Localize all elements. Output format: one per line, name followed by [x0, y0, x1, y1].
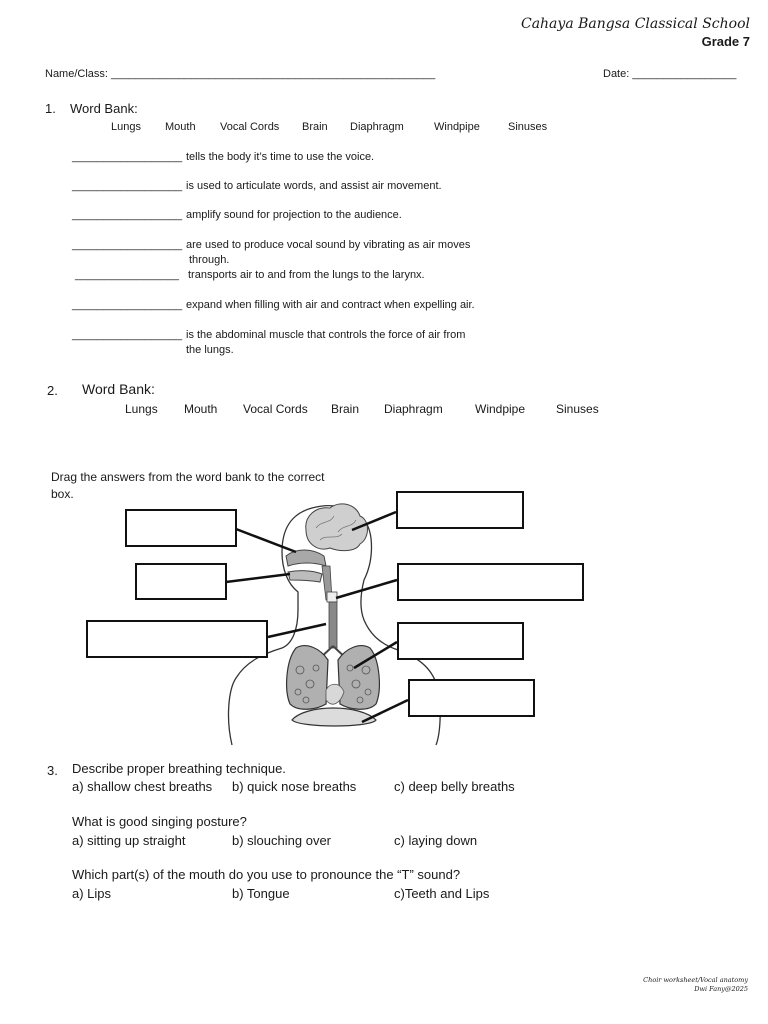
q2-word-vocal-cords[interactable]: Vocal Cords — [243, 402, 308, 416]
answer-box-3[interactable] — [86, 620, 268, 658]
q3-q1-option-c[interactable]: c) deep belly breaths — [394, 779, 515, 794]
q1-item-1-blank[interactable]: __________________ — [72, 151, 183, 163]
q2-instruction-line1: Drag the answers from the word bank to the correct — [51, 470, 325, 484]
q3-q3-option-b[interactable]: b) Tongue — [232, 886, 290, 901]
pointer-line-2 — [226, 574, 290, 582]
q3-q2-option-a[interactable]: a) sitting up straight — [72, 833, 186, 848]
q1-word-bank-title: Word Bank: — [70, 101, 138, 116]
q2-word-diaphragm[interactable]: Diaphragm — [384, 402, 443, 416]
school-name: Cahaya Bangsa Classical School — [520, 16, 750, 32]
q3-question-1: Describe proper breathing technique. — [72, 761, 286, 776]
q1-word-windpipe: Windpipe — [434, 121, 480, 133]
q2-word-brain[interactable]: Brain — [331, 402, 360, 416]
pointer-line-5 — [336, 580, 397, 598]
q3-q1-option-a[interactable]: a) shallow chest breaths — [72, 779, 213, 794]
answer-box-7[interactable] — [408, 679, 535, 717]
q1-word-brain: Brain — [302, 121, 328, 133]
q1-item-2-blank[interactable]: __________________ — [72, 180, 183, 192]
q1-word-diaphragm: Diaphragm — [350, 121, 404, 133]
q1-word-mouth: Mouth — [165, 121, 196, 133]
q1-item-4-text: are used to produce vocal sound by vibrating as air moves — [186, 239, 471, 251]
q1-item-6-text: expand when filling with air and contract when expelling air. — [186, 299, 475, 311]
q1-item-3-text: amplify sound for projection to the audience. — [186, 209, 402, 221]
trachea-shape — [329, 602, 337, 648]
q2-word-sinuses[interactable]: Sinuses — [556, 402, 599, 416]
q1-word-lungs: Lungs — [111, 121, 141, 133]
q3-number: 3. — [47, 763, 58, 778]
answer-box-4[interactable] — [396, 491, 524, 529]
q1-item-1-text: tells the body it’s time to use the voice. — [186, 151, 375, 163]
sinus-shape — [286, 550, 326, 566]
date-field[interactable]: Date: _________________ — [603, 68, 737, 80]
q1-item-5-text: transports air to and from the lungs to the larynx. — [188, 269, 425, 281]
q2-word-bank-title: Word Bank: — [82, 381, 155, 397]
q1-item-4-blank[interactable]: __________________ — [72, 239, 183, 251]
q3-question-2: What is good singing posture? — [72, 814, 247, 829]
q1-item-7-text: is the abdominal muscle that controls the force of air from — [186, 329, 466, 341]
q1-item-3-blank[interactable]: __________________ — [72, 209, 183, 221]
q1-word-sinuses: Sinuses — [508, 121, 548, 133]
pointer-line-1 — [236, 529, 296, 552]
q1-item-5-blank[interactable]: _________________ — [75, 269, 180, 281]
q1-number: 1. — [45, 101, 56, 116]
footer-worksheet-title: Choir worksheet/Vocal anatomy — [643, 976, 748, 984]
q3-q1-option-b[interactable]: b) quick nose breaths — [232, 779, 357, 794]
q1-item-2-text: is used to articulate words, and assist air movement. — [186, 180, 442, 192]
answer-box-5[interactable] — [397, 563, 584, 601]
q3-q3-option-a[interactable]: a) Lips — [72, 886, 112, 901]
q2-word-windpipe[interactable]: Windpipe — [475, 402, 526, 416]
answer-box-1[interactable] — [125, 509, 237, 547]
q3-question-3: Which part(s) of the mouth do you use to pronounce the “T” sound? — [72, 867, 461, 882]
grade-label: Grade 7 — [701, 34, 750, 49]
q1-item-4-text-cont: through. — [189, 254, 230, 266]
left-lung-shape — [287, 646, 328, 710]
q3-q3-option-c[interactable]: c)Teeth and Lips — [394, 886, 490, 901]
answer-box-6[interactable] — [397, 622, 524, 660]
q1-item-6-blank[interactable]: __________________ — [72, 299, 183, 311]
q2-instruction-line2: box. — [51, 487, 74, 501]
q1-item-7-blank[interactable]: __________________ — [72, 329, 183, 341]
q3-q2-option-c[interactable]: c) laying down — [394, 833, 478, 848]
q3-q2-option-b[interactable]: b) slouching over — [232, 833, 331, 848]
mouth-shape — [288, 571, 322, 582]
q2-word-lungs[interactable]: Lungs — [125, 402, 158, 416]
larynx-shape — [327, 592, 337, 602]
name-class-field[interactable]: Name/Class: _____________________________________________________ — [45, 68, 436, 80]
q1-word-vocal-cords: Vocal Cords — [220, 121, 280, 133]
q2-word-mouth[interactable]: Mouth — [184, 402, 218, 416]
answer-box-2[interactable] — [135, 563, 227, 600]
diaphragm-shape — [292, 708, 376, 726]
q2-number: 2. — [47, 383, 58, 398]
footer-author: Dwi Fany@2025 — [694, 985, 748, 993]
q1-item-7-text-cont: the lungs. — [186, 344, 234, 356]
